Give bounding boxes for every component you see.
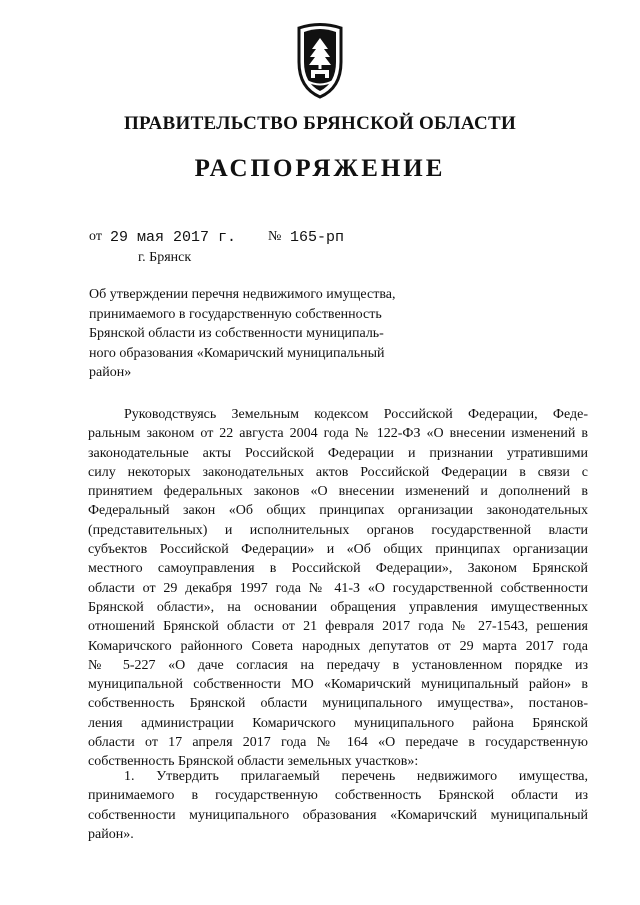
government-title: ПРАВИТЕЛЬСТВО БРЯНСКОЙ ОБЛАСТИ: [123, 113, 517, 134]
paragraph-line: собственность Брянской области земельных участков»:: [88, 754, 419, 770]
paragraph-line: Комаричского районного Совета народных депутатов от 29 марта 2017 года: [88, 638, 588, 654]
paragraph-line: принятием федеральных законов «О внесении изменений и дополнений в: [88, 484, 588, 500]
paragraph-line: Федеральный закон «Об общих принципах организации законодательных: [88, 503, 588, 519]
document-city: г. Брянск: [138, 250, 192, 265]
date-prefix: от: [89, 229, 102, 244]
document-type-title: РАСПОРЯЖЕНИЕ: [194, 155, 446, 182]
document-subject: [89, 285, 419, 383]
subject-line: ного образования «Комаричский муниципальный: [89, 345, 385, 361]
paragraph-line: 1. Утвердить прилагаемый перечень недвижимого имущества,: [124, 769, 588, 784]
paragraph-line: местного самоуправления в Российской Федерации», Законом Брянской: [88, 561, 588, 577]
paragraph-line: район».: [88, 826, 134, 842]
number-label: №: [268, 229, 282, 244]
subject-line: Об утверждении перечня недвижимого имущества,: [89, 287, 396, 302]
preamble-paragraph: [88, 405, 588, 772]
paragraph-line: области от 29 декабря 1997 года № 41-З «О государственной собственности: [88, 580, 588, 596]
paragraph-line: принимаемого в государственную собственность Брянской области из: [88, 788, 588, 804]
document-date: 29 мая 2017 г.: [110, 229, 237, 246]
paragraph-line: ления администрации Комаричского муниципального района Брянской: [88, 715, 588, 731]
paragraph-line: Руководствуясь Земельным кодексом Российской Федерации, Феде-: [124, 407, 588, 422]
paragraph-line: ральным законом от 22 августа 2004 года № 122-ФЗ «О внесении изменений в: [88, 426, 588, 442]
paragraph-line: субъектов Российской Федерации» и «Об общих принципах организации: [88, 542, 588, 558]
subject-line: принимаемого в государственную собственность: [89, 306, 382, 322]
paragraph-line: законодательные акты Российской Федерации и признании утратившими: [88, 445, 588, 461]
coat-of-arms-icon: [289, 22, 351, 100]
paragraph-line: отношений Брянской области от 21 февраля 2017 года № 27-1543, решения: [88, 619, 588, 635]
paragraph-line: силу некоторых законодательных актов Российской Федерации в связи с: [88, 464, 588, 480]
paragraph-line: (представительных) и исполнительных органов государственной власти: [88, 522, 588, 538]
subject-line: район»: [89, 365, 132, 380]
paragraph-line: области от 17 апреля 2017 года № 164 «О передаче в государственную: [88, 735, 588, 751]
paragraph-line: собственности муниципального образования «Комаричский муниципальный: [88, 807, 588, 823]
document-number: 165-рп: [290, 229, 345, 246]
subject-line: Брянской области из собственности муниципаль-: [89, 326, 384, 341]
paragraph-line: муниципальной собственности МО «Комаричский муниципальный район» в: [88, 677, 588, 693]
paragraph-line: собственность Брянской области муниципального имущества», постанов-: [88, 696, 588, 712]
decision-item-1: [88, 767, 588, 844]
paragraph-line: Брянской области», на основании обращения управления имущественных: [88, 599, 588, 615]
paragraph-line: № 5-227 «О даче согласия на передачу в установленном порядке из: [88, 657, 588, 673]
